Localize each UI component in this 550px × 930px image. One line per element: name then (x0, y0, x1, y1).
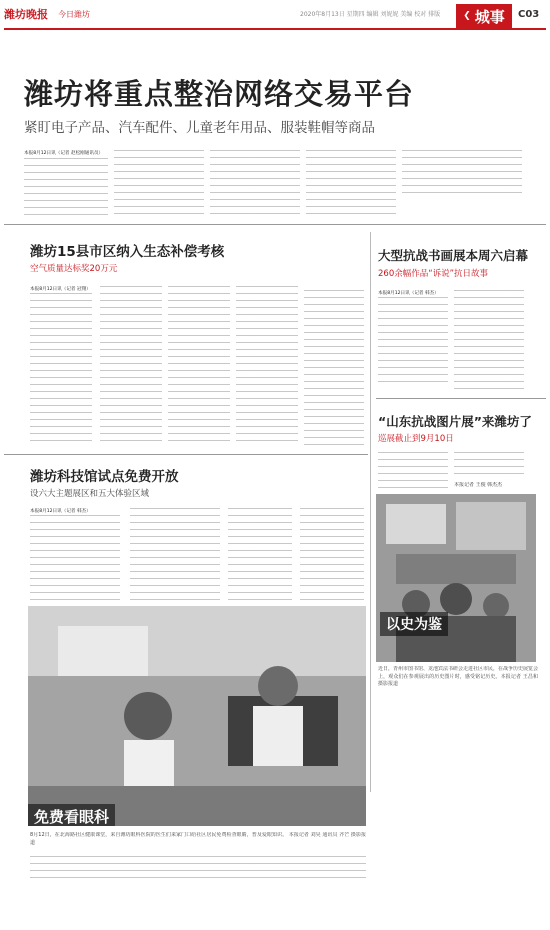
museum-subtitle: 设六大主题展区和五大体验区域 (30, 489, 150, 499)
section-tag-label: 城事 (474, 7, 505, 26)
eco-subtitle: 空气质量达标奖20万元 (30, 264, 118, 274)
photo-expo-body-col-2 (454, 452, 524, 480)
section-divider (4, 454, 368, 455)
eco-body-col-3 (168, 286, 230, 446)
calligraphy-body-col-2 (454, 290, 524, 390)
photo-history-scene (376, 494, 536, 662)
headline-body-col-5 (402, 150, 522, 194)
museum-byline: 本报8月12日讯（记者 韩杰） (30, 509, 91, 514)
chevron-left-icon: ❮ (463, 11, 471, 21)
newspaper-logo: 潍坊晚报 (4, 8, 48, 21)
headline-title: 潍坊将重点整治网络交易平台 (24, 77, 415, 111)
photo-history-label: 以史为鉴 (380, 612, 448, 636)
museum-body-col-2 (130, 508, 220, 604)
photo-eye-scene (28, 606, 366, 826)
museum-body-col-3 (228, 508, 292, 604)
calligraphy-body-col-1 (378, 290, 448, 390)
museum-body-bottom (30, 856, 366, 884)
eco-body-col-5 (304, 290, 364, 446)
text-placeholder (30, 293, 92, 441)
calligraphy-byline: 本报8月12日讯（记者 韩杰） (378, 291, 439, 296)
headline-body-col-2 (114, 150, 204, 218)
photo-history-caption: 近日，青州市图书馆、龙池宾法书研会走进社区市民，在战争历史展览会上，观众们在参观展出的历史图片时，感受铭记历史。本报记者 王昌和 摄影报道 (378, 666, 538, 687)
eco-body-col-1 (30, 286, 92, 446)
text-placeholder (24, 158, 108, 218)
photo-expo-body-col-1 (378, 452, 448, 490)
calligraphy-subtitle: 260余幅作品“诉说”抗日故事 (378, 269, 489, 279)
calligraphy-title: 大型抗战书画展本周六启幕 (378, 248, 529, 263)
headline-body-col-3 (210, 150, 300, 218)
museum-body-col-1 (30, 508, 120, 604)
column-divider (370, 232, 371, 792)
photo-expo-subtitle: 巡展截止到9月10日 (378, 434, 454, 444)
header-meta: 2020年8月13日 星期四 编辑 刘妮妮 美编 校对 排版 (300, 11, 441, 18)
eco-body-col-4 (236, 286, 298, 446)
photo-history-image (376, 494, 536, 662)
photo-eye-label: 免费看眼科 (28, 804, 115, 826)
headline-body-col-1 (24, 150, 108, 218)
eco-body-col-2 (100, 286, 162, 446)
text-placeholder (378, 297, 448, 385)
section-name: 今日潍坊 (58, 10, 90, 19)
photo-expo-title: “山东抗战图片展”来潍坊了 (378, 414, 532, 429)
museum-body-col-4 (300, 508, 364, 604)
section-divider (376, 398, 546, 399)
headline-byline: 本报8月12日讯（记者 赵松刚通讯员） (24, 151, 104, 156)
photo-eye-image (28, 606, 366, 826)
headline-subtitle: 紧盯电子产品、汽车配件、儿童老年用品、服装鞋帽等商品 (24, 120, 375, 136)
section-tag (456, 4, 512, 28)
section-divider (4, 224, 546, 225)
museum-title: 潍坊科技馆试点免费开放 (30, 469, 179, 485)
headline-body-col-4 (306, 150, 396, 218)
header-rule (4, 28, 546, 30)
photo-eye-caption: 8月12日，在北海路社区健康课堂，来自潍坊眼科医院的医生们来家门口给社区居民免费检查眼睛，普及爱眼知识。 本报记者 刘昊 通讯员 齐芒 摄影报道 (30, 832, 366, 846)
eco-byline: 本报8月12日讯（记者 冠翔） (30, 287, 91, 292)
text-placeholder (30, 515, 120, 601)
photo-expo-credit: 本报记者 王俊 韩杰杰 (454, 482, 503, 488)
page-code: C03 (518, 9, 540, 20)
eco-title: 潍坊15县市区纳入生态补偿考核 (30, 244, 225, 260)
